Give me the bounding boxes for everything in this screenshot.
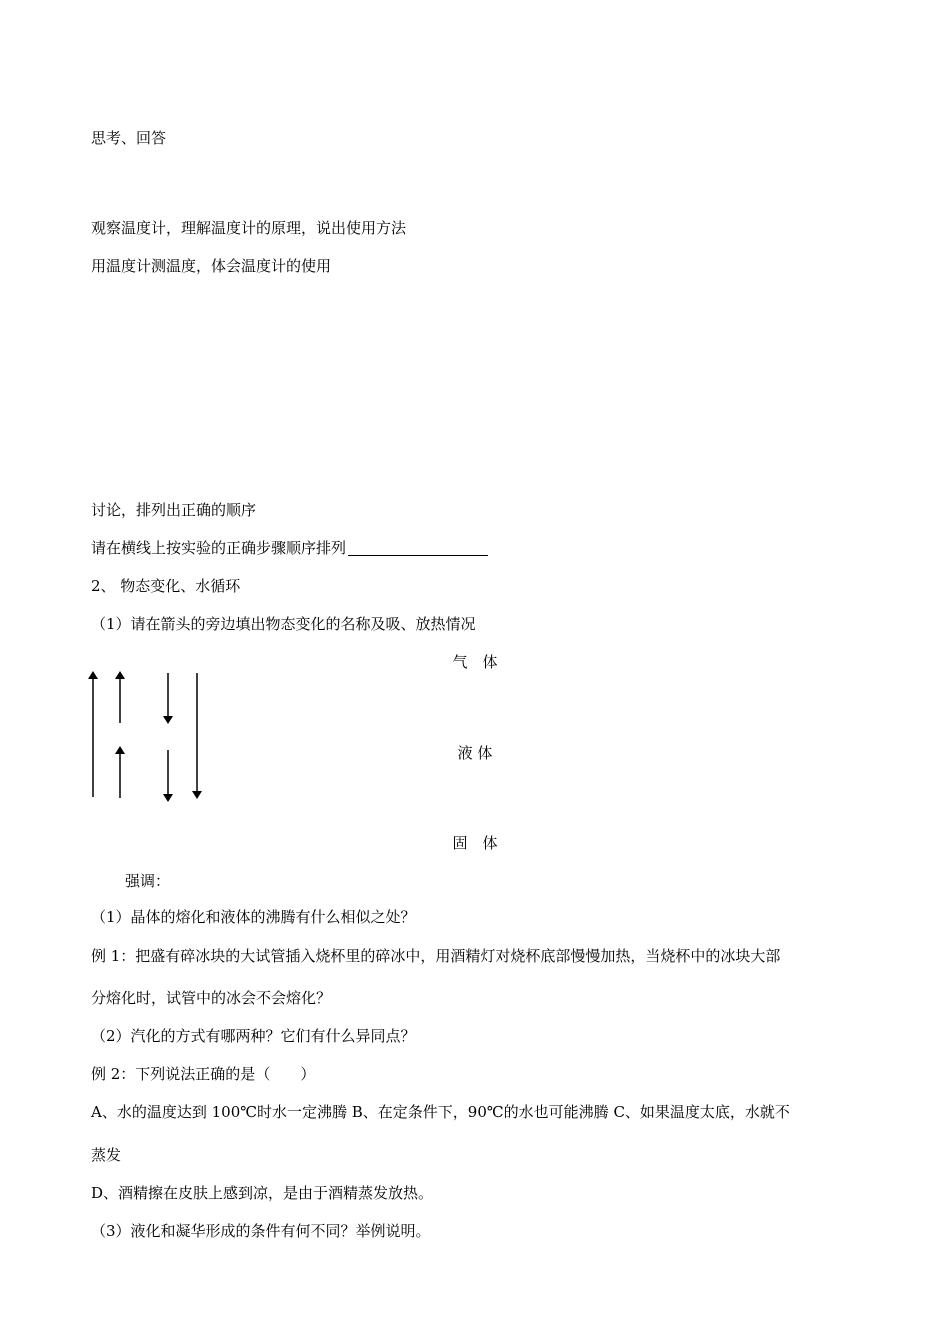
example1-text-line1: 例 1：把盛有碎冰块的大试管插入烧杯里的碎冰中，用酒精灯对烧杯底部慢慢加热，当烧杯中的冰块大部 [91, 947, 781, 965]
fill-order-prompt [91, 538, 488, 558]
fill-order-prompt-text: 请在横线上按实验的正确步骤顺序排列 [91, 539, 347, 557]
example1-text-line2: 分熔化时，试管中的冰会不会熔化？ [91, 989, 332, 1007]
question1-fill-arrows: （1）请在箭头的旁边填出物态变化的名称及吸、放热情况 [91, 615, 476, 633]
discuss-order-text: 讨论，排列出正确的顺序 [91, 501, 257, 519]
state-solid-label: 固 体 [452, 834, 498, 852]
example2-options-line1: A、水的温度达到 100℃时水一定沸腾 B、在定条件下，90℃的水也可能沸腾 C、如果温度太底，水就不 [91, 1103, 790, 1121]
example2-stem: 例 2：下列说法正确的是（ ） [91, 1065, 316, 1083]
section2-title: 2、 物态变化、水循环 [91, 577, 241, 595]
state-change-arrows-diagram [80, 665, 220, 805]
emphasis-label: 强调： [125, 872, 171, 890]
question2-vaporization: （2）汽化的方式有哪两种？它们有什么异同点？ [91, 1027, 416, 1045]
measure-temperature-text: 用温度计测温度，体会温度计的使用 [91, 257, 332, 275]
example2-options-line2: 蒸发 [91, 1146, 122, 1164]
example2-option-d: D、酒精擦在皮肤上感到凉，是由于酒精蒸发放热。 [91, 1184, 434, 1202]
question1-similarity: （1）晶体的熔化和液体的沸腾有什么相似之处？ [91, 908, 416, 926]
answer-blank-line[interactable] [348, 539, 488, 556]
state-liquid-label: 液 体 [457, 744, 493, 762]
question3-conditions: （3）液化和凝华形成的条件有何不同？举例说明。 [91, 1222, 431, 1240]
state-gas-label: 气 体 [452, 653, 498, 671]
think-answer-text: 思考、回答 [91, 129, 167, 147]
observe-thermometer-text: 观察温度计，理解温度计的原理，说出使用方法 [91, 219, 407, 237]
